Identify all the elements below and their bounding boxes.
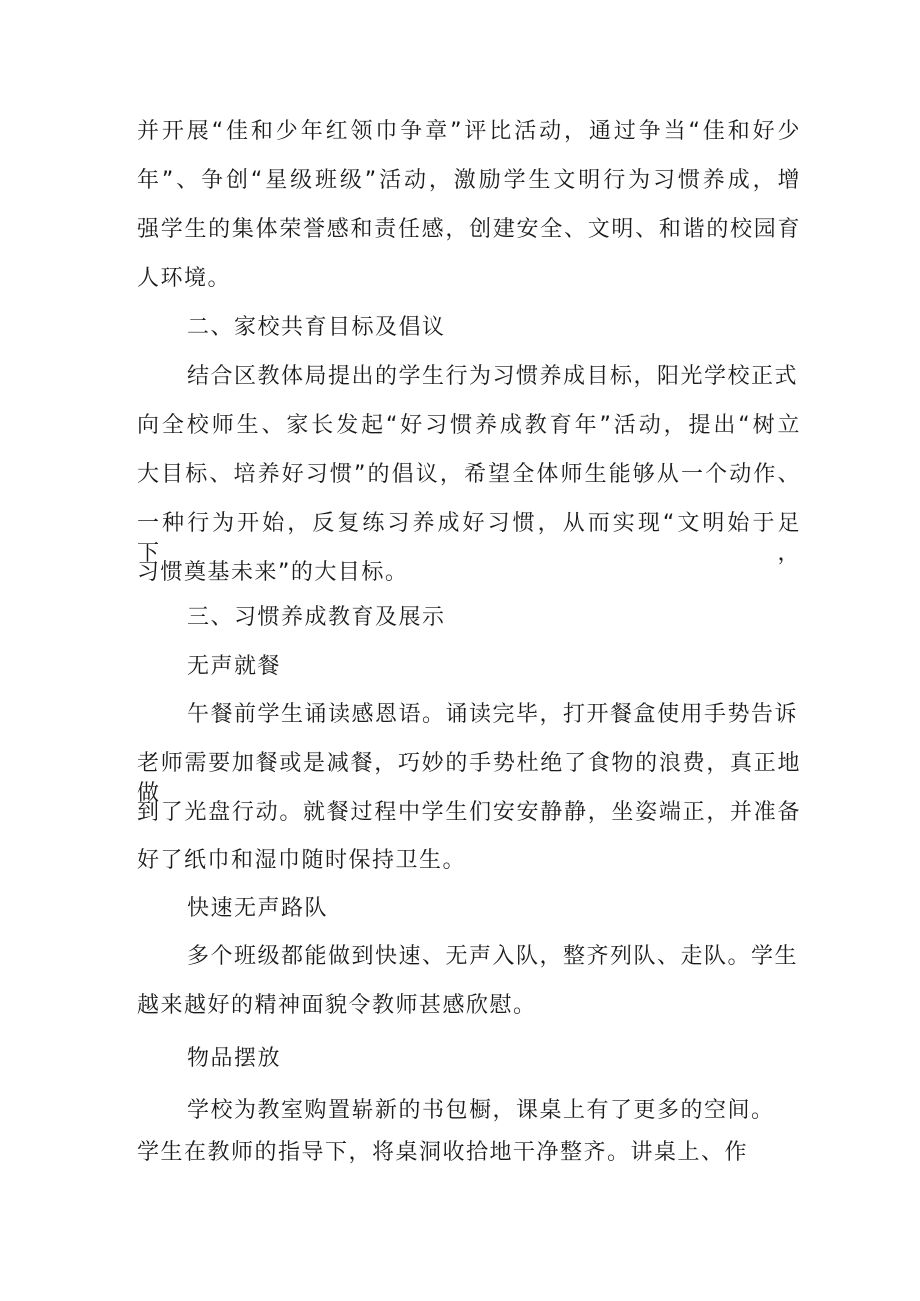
subsection-heading: 无声就餐 <box>187 654 282 679</box>
subsection-heading: 快速无声路队 <box>187 896 329 921</box>
paragraph-line: 年”、争创“星级班级”活动，激励学生文明行为习惯养成，增 <box>137 168 801 193</box>
paragraph-line: 多个班级都能做到快速、无声入队，整齐列队、走队。学生 <box>187 944 799 969</box>
paragraph-line: 学校为教室购置崭新的书包橱，课桌上有了更多的空间。 <box>187 1098 775 1123</box>
paragraph-line: 越来越好的精神面貌令教师甚感欣慰。 <box>137 993 537 1018</box>
paragraph-line: 人环境。 <box>137 266 232 291</box>
paragraph-line: 向全校师生、家长发起“好习惯养成教育年”活动，提出“树立 <box>137 413 801 438</box>
section-heading: 三、习惯养成教育及展示 <box>187 605 446 630</box>
paragraph-line: 一种行为开始，反复练习养成好习惯，从而实现“文明始于足下， <box>137 511 801 566</box>
paragraph-line: 好了纸巾和湿巾随时保持卫生。 <box>137 848 467 873</box>
paragraph-line: 午餐前学生诵读感恩语。诵读完毕，打开餐盒使用手势告诉 <box>187 702 799 727</box>
subsection-heading: 物品摆放 <box>187 1046 282 1071</box>
paragraph-line: 强学生的集体荣誉感和责任感，创建安全、文明、和谐的校园育 <box>137 217 801 242</box>
section-heading: 二、家校共育目标及倡议 <box>187 315 446 340</box>
paragraph-line: 习惯奠基未来”的大目标。 <box>137 560 409 585</box>
paragraph-line: 结合区教体局提出的学生行为习惯养成目标，阳光学校正式 <box>187 364 799 389</box>
paragraph-line: 大目标、培养好习惯”的倡议，希望全体师生能够从一个动作、 <box>137 462 801 487</box>
paragraph-line: 老师需要加餐或是减餐，巧妙的手势杜绝了食物的浪费，真正地做 <box>137 751 801 806</box>
paragraph-line: 到了光盘行动。就餐过程中学生们安安静静，坐姿端正，并准备 <box>137 800 801 825</box>
paragraph-line: 并开展“佳和少年红领巾争章”评比活动，通过争当“佳和好少 <box>137 119 801 144</box>
paragraph-line: 学生在教师的指导下，将桌洞收拾地干净整齐。讲桌上、作 <box>137 1140 749 1165</box>
